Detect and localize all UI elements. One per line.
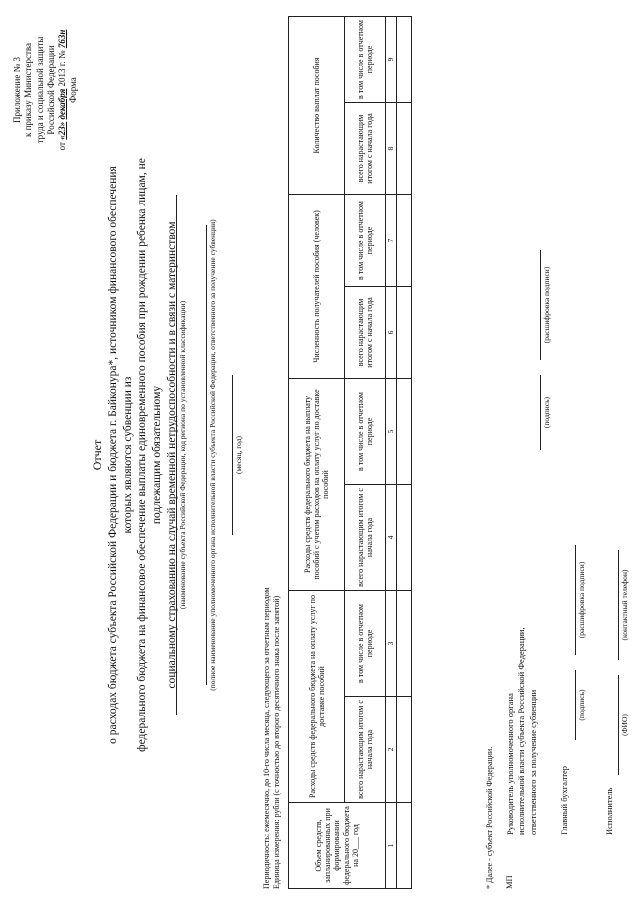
report-title [90,155,180,755]
periodicity-block [262,409,283,889]
benefit-expenses-header: Расходы средств федерального бюджета на выплату пособий с учетом расходов на оплату услуг по доставке пособий [289,378,345,590]
subject-caption: (наименование субъекта Российской Федерации, код региона по установленной классификации) [178,300,187,610]
head-line: Руководитель уполномоченного органа [505,693,515,835]
accountant-signature-line[interactable] [575,670,576,740]
appendix-line: Приложение № 3 [12,57,22,123]
subheader-cell: в том числе в отчетном периоде [345,590,386,696]
authority-name-line[interactable] [206,225,207,685]
decode-caption: (расшифровка подписи) [542,266,551,344]
subheader-cell: всего нарастающим итогом с начала года [345,102,386,194]
chief-accountant-label: Главный бухгалтер [559,765,569,835]
subheader-cell: в том числе в отчетном периоде [345,194,386,286]
date-year: 2013 г. № [57,50,67,87]
title-line: о расходах бюджета субъекта Российской Федерации и бюджета г. Байконура*, источником финансового обеспечения которых являются субвенции из [106,166,134,744]
report-table [288,16,412,889]
column-number: 6 [386,286,397,378]
column-number: 2 [386,697,397,803]
subheader-cell: всего нарастающим итогом с начала года [345,484,386,590]
data-cell[interactable] [397,484,412,590]
appendix-block [12,10,80,170]
periodicity-line: Периодичность: ежемесячно, до 10-го числа месяца, следующего за отчетным периодом [262,587,271,889]
planned-volume-header: Объем средств, запланированных при формировании федерального бюджета на 20___ год [289,803,386,889]
head-decode-line[interactable] [540,250,541,360]
column-number: 7 [386,194,397,286]
recipients-header: Численность получателей пособия (человек) [289,194,345,378]
order-number: 763н [57,29,67,49]
delivery-expenses-header: Расходы средств федерального бюджета на оплату услуг по доставке пособий [289,590,345,802]
subheader-cell: всего нарастающим итогом с начала года [345,286,386,378]
subject-name-line[interactable] [176,195,177,715]
column-number: 9 [386,16,397,102]
form-label: Форма [68,77,79,103]
table-header-row [289,16,345,888]
head-line: ответственного за получение субвенции [527,689,538,835]
data-cell[interactable] [397,803,412,889]
table-subheader-row [345,16,386,888]
data-cell[interactable] [397,378,412,484]
column-number: 4 [386,484,397,590]
authority-caption: (полное наименование уполномоченного органа исполнительной власти субъекта Российской Федерации, ответственного за получение субвенции) [208,219,217,691]
signature-caption: (подпись) [542,396,551,429]
head-line: исполнительной власти субъекта Российской Федерации, [516,627,527,835]
executor-phone-line[interactable] [618,550,619,660]
column-number: 1 [386,803,397,889]
column-number-row [386,16,397,888]
head-signature-line[interactable] [540,375,541,450]
data-cell[interactable] [397,286,412,378]
date-month: декабря [57,88,67,120]
data-cell[interactable] [397,102,412,194]
payments-count-header: Количество выплат пособия [289,16,345,194]
signature-caption: (подпись) [577,689,586,721]
date-day: «23» [57,121,67,140]
title-line: социальному страхованию на случай временной нетрудоспособности и в связи с материнством [166,221,179,689]
appendix-date [57,10,68,170]
period-line[interactable] [232,375,233,535]
unit-line: Единица измерения: рубли (с точностью до второго десятичного знака после запятой) [272,595,282,889]
subheader-cell: всего нарастающим итогом с начала года [345,697,386,803]
data-cell[interactable] [397,16,412,102]
executor-label: Исполнитель [604,787,614,835]
column-number: 5 [386,378,397,484]
column-number: 8 [386,102,397,194]
executor-fio-line[interactable] [618,675,619,775]
appendix-line: к приказу Министерства [23,42,34,138]
column-number: 3 [386,590,397,696]
date-prefix: от [57,142,67,151]
data-cell[interactable] [397,590,412,696]
subheader-cell: в том числе в отчетном периоде [345,378,386,484]
data-cell[interactable] [397,697,412,803]
appendix-line: Российской Федерации [45,45,56,135]
stamp-place-label: МП [504,875,514,889]
decode-caption: (расшифровка подписи) [577,561,586,639]
fio-caption: (ФИО) [620,714,629,736]
subheader-cell: в том числе в отчетном периоде [345,16,386,102]
footnote: * Далее - субъект Российской Федерации. [485,746,494,889]
table-row [397,16,412,888]
appendix-line: труда и социальной защиты [34,36,45,144]
head-of-authority-label [505,605,539,835]
period-caption: (месяц, год) [234,435,243,475]
title-line: федерального бюджета на финансовое обеспечение выплаты единовременного пособия при рождении ребенка лицам, не подлежащим обязательному [136,158,164,752]
accountant-decode-line[interactable] [575,545,576,655]
phone-caption: (контактный телефон) [620,569,629,641]
data-cell[interactable] [397,194,412,286]
report-heading: Отчет [90,439,104,471]
